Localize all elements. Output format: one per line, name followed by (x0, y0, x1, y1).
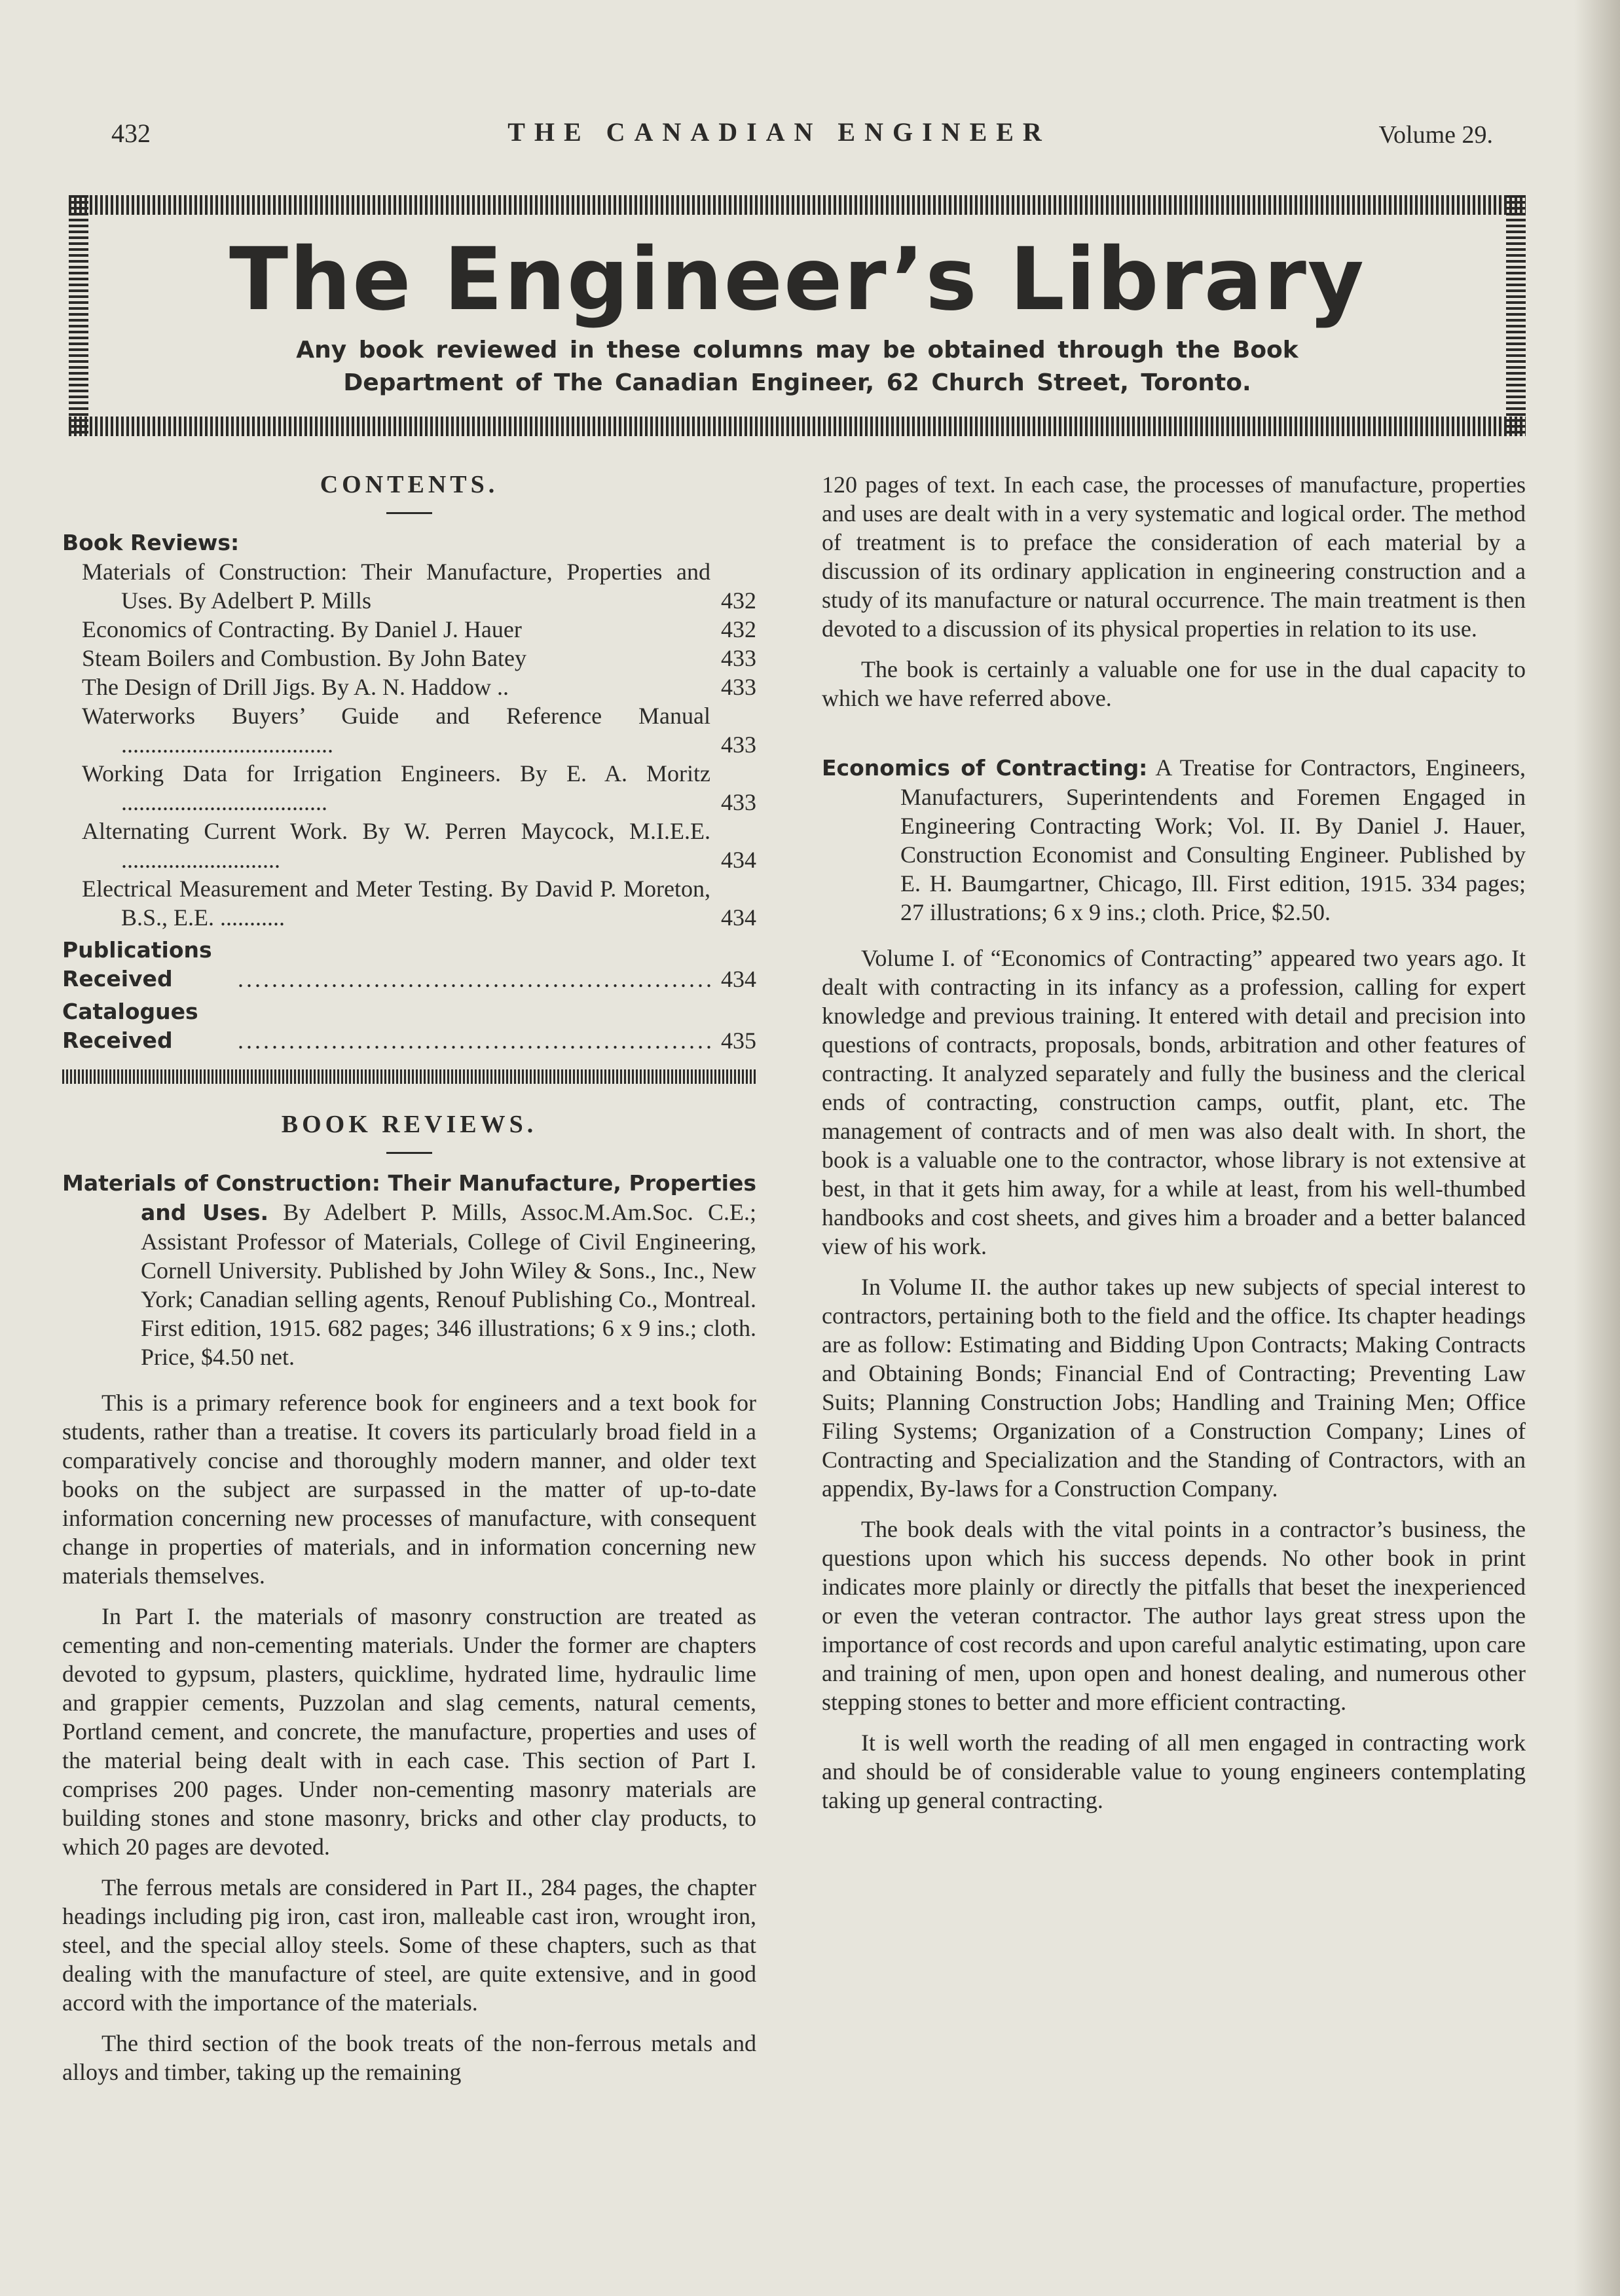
review-paragraph: The ferrous metals are considered in Part II., 284 pages, the chapter headings including pig iron, cast iron, malleable cast iron, wrought iron, steel, and the special alloy steels. Some of these chapters, such as that dealing with the manufacture of steel, are quite extensive, and in good accord with the importance of the materials. (62, 1874, 756, 2016)
dot-leader: ........................................................ (238, 1028, 714, 1054)
library-banner (69, 195, 1526, 436)
contents-item: Waterworks Buyers’ Guide and Reference Manual .................................... 433 (82, 703, 756, 758)
contents-section-row: Catalogues Received ........................................................ 435 (62, 999, 756, 1054)
contents-item: Economics of Contracting. By Daniel J. Hauer 432 (82, 616, 756, 642)
banner-border-bottom (69, 417, 1526, 436)
contents-item: Working Data for Irrigation Engineers. By E. A. Moritz ................................... 433 (82, 760, 756, 815)
review-paragraph: In Volume II. the author takes up new subjects of special interest to contractors, pertaining both to the field and the office. Its chapter headings are as follow: Estimating and Bidding Upon Contracts; Making Contracts and Obtaining Bonds; Financial End of Contracting; Preventing Law Suits; Planning Construction Jobs; Handling and Training Men; Office Filing Systems; Organization of a Construction Company; Lines of Contracting and Specialization and the Standing of Contractors, with an appendix, By-laws for a Construction Company. (822, 1274, 1526, 1502)
review-paragraph-continued: 120 pages of text. In each case, the processes of manufacture, properties and uses are dealt with in a very systematic and logical order. The method of treatment is to preface the consideration of each material by a discussion of its ordinary application in engineering construction and a study of its manufacture or natural occurrence. The main treatment is then devoted to a discussion of its physical properties in relation to its use. (822, 472, 1526, 642)
contents-item: Materials of Construction: Their Manufacture, Properties and Uses. By Adelbert P. Mills 432 (82, 559, 756, 614)
review-paragraph: It is well worth the reading of all men engaged in contracting work and should be of considerable value to young engineers contemplating taking up general contracting. (822, 1730, 1526, 1813)
running-header (65, 118, 1493, 170)
contents-heading: CONTENTS. (320, 471, 499, 498)
page-edge-shadow (1574, 0, 1620, 2296)
contents-item: The Design of Drill Jigs. By A. N. Haddow .. 433 (82, 674, 756, 700)
review-details: A Treatise for Contractors, Engineers, Manufacturers, Superintendents and Foremen Engaged in Engineering Contracting Work; Vol. II. By Daniel J. Hauer, Construction Economist and Consulting Engineer. Published by E. H. Baumgartner, Chicago, Ill. First edition, 1915. 334 pages; 27 illustrations; 6 x 9 ins.; cloth. Price, $2.50. (900, 754, 1526, 925)
volume-label: Volume 29. (1378, 121, 1493, 149)
contents-item: Electrical Measurement and Meter Testing. By David P. Moreton, B.S., E.E. ........... 434 (82, 876, 756, 931)
review-title: Materials of Construction: Their Manufacture, Properties and Uses. (62, 1170, 756, 1225)
left-column (62, 470, 756, 2098)
banner-notice: Any book reviewed in these columns may be obtained through the Book Department of The Canadian Engineer, 62 Church Street, Toronto. (296, 337, 1298, 396)
contents-item: Alternating Current Work. By W. Perren Maycock, M.I.E.E. ........................... 434 (82, 818, 756, 873)
review-paragraph: The book deals with the vital points in a contractor’s business, the questions upon which his success depends. No other book in print indicates more plainly or directly the pitfalls that beset the inexperienced or even the veteran contractor. The author lays great stress upon the importance of cost records and upon careful analytic estimating, upon care and training of men, upon open and honest dealing, and numerous other stepping stones to better and more efficient contracting. (822, 1516, 1526, 1715)
heading-divider (386, 1152, 432, 1154)
contents-section-row: Publications Received ........................................................ 434 (62, 937, 756, 992)
reviews-heading: BOOK REVIEWS. (281, 1111, 538, 1138)
review-citation (822, 753, 1526, 927)
page-number: 432 (111, 119, 151, 148)
contents-list (62, 557, 756, 932)
review-citation (62, 1168, 756, 1371)
review-paragraph: The book is certainly a valuable one for use in the dual capacity to which we have referred above. (822, 656, 1526, 711)
review-title: Economics of Contracting: (822, 755, 1148, 781)
dot-leader: ........................................................ (238, 966, 714, 992)
right-column (822, 470, 1526, 1826)
review-paragraph: Volume I. of “Economics of Contracting” appeared two years ago. It dealt with contracting in its infancy as a profession, calling for expert knowledge and previous training. It entered with detail and precision into questions of contracts, proposals, bonds, arbitration and other features of contracting. It analyzed separately and fully the business and the clerical ends of contracting, construction camps, outfit, plant, etc. The management of contracts and of men was also dealt with. In short, the book is a valuable one to the contractor, whose library is not extensive at best, in that it gets him away, for a while at least, from his well-thumbed handbooks and cost sheets, and gives him a broader and a better balanced view of his work. (822, 945, 1526, 1259)
heading-divider (386, 512, 432, 514)
contents-section-label: Book Reviews: (62, 530, 240, 555)
review-paragraph: In Part I. the materials of masonry construction are treated as cementing and non-cementing materials. Under the former are chapters devoted to gypsum, plasters, quicklime, hydrated lime, hydraulic lime and grappier cements, Puzzolan and slag cements, natural cements, Portland cement, and concrete, the manufacture, properties and uses of the material being dealt with in each case. This section of Part I. comprises 200 pages. Under non-cementing masonry materials are building stones and stone masonry, bricks and other clay products, to which 20 pages are devoted. (62, 1603, 756, 1860)
contents-item: Steam Boilers and Combustion. By John Batey 433 (82, 645, 756, 671)
review-details: By Adelbert P. Mills, Assoc.M.Am.Soc. C.E.; Assistant Professor of Materials, College of Civil Engineering, Cornell University. Published by John Wiley & Sons., Inc., New York; Canadian selling agents, Renouf Publishing Co., Montreal. First edition, 1915. 682 pages; 346 illustrations; 6 x 9 ins.; cloth. Price, $4.50 net. (141, 1199, 756, 1370)
banner-title: The Engineer’s Library (229, 229, 1365, 330)
section-rule (62, 1069, 756, 1084)
banner-border-top (69, 195, 1526, 215)
journal-title: THE CANADIAN ENGINEER (507, 117, 1051, 147)
review-paragraph: This is a primary reference book for engineers and a text book for students, rather than a treatise. It covers its particularly broad field in a comparatively concise and thoroughly modern manner, and older text books on the subject are surpassed in the matter of up-to-date information concerning new processes of manufacture, with consequent change in properties of materials, and in information concerning new materials themselves. (62, 1390, 756, 1589)
review-paragraph: The third section of the book treats of the non-ferrous metals and alloys and timber, taking up the remaining (62, 2030, 756, 2085)
